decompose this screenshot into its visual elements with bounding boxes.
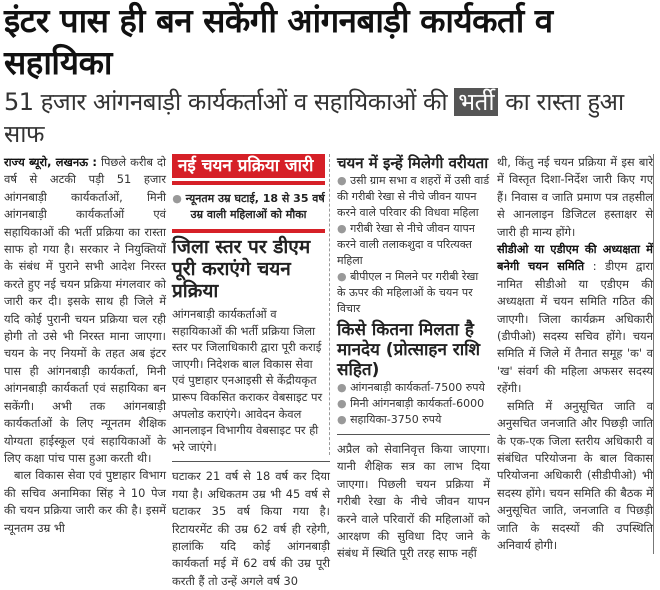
priority-item (337, 269, 490, 317)
divider (172, 181, 325, 185)
article-column-2 (168, 154, 334, 590)
article-column-1 (4, 154, 168, 537)
paragraph-text: पिछले करीब दो वर्ष से अटकी पड़ी 51 हजार आंगनबाड़ी कार्यकर्ताओं, मिनी आंगनबाड़ी कार्यकर्ताओं एवं सहायिकाओं की भर्ती प्रक्रिया का रास्ता साफ हो गया है। सरकार ने नियुक्तियों के संबंध में पुराने सभी आदेश निरस्त करते हुए नई चयन प्रक्रिया मंगलवार को जारी कर दी। इसके साथ ही जिले में यदि कोई पुरानी चयन प्रक्रिया चल रही होगी तो उसे भी निरस्त माना जाएगा। चयन के नए नियमों के तहत अब इंटर पास ही आंगनबाड़ी कार्यकर्ता, मिनी आंगनबाड़ी कार्यकर्ता एवं सहायिका बन सकेंगी। अभी तक आंगनबाड़ी कार्यकर्ताओं के लिए न्यूनतम शैक्षिक योग्यता हाईस्कूल एवं सहायिकाओं के लिए कक्षा पांच पास हुआ करती थी। (4, 155, 167, 465)
item-text: मिनी आंगनबाड़ी कार्यकर्ता-6000 (350, 397, 485, 410)
lead-paragraph (4, 154, 166, 467)
bullet-icon: ● (337, 381, 351, 394)
item-text: आंगनबाड़ी कार्यकर्ता-7500 रुपये (350, 381, 485, 394)
honorarium-item (337, 412, 490, 428)
bullet-icon: ● (337, 270, 351, 283)
paragraph: थी, किंतु नई चयन प्रक्रिया में इस बारे में विस्तृत दिशा-निर्देश जारी किए गए हैं। निवास व जाति प्रमाण पत्र तहसील से आनलाइन डिजिटल हस्ताक्षर से जारी ही मान्य होंगे। (497, 155, 653, 239)
sidebar-box (172, 154, 330, 455)
paragraph: बाल विकास सेवा एवं पुष्टाहार विभाग की सचिव अनामिका सिंह ने 10 पेज की चयन प्रक्रिया जारी कर की है। इसमें न्यूनतम उम्र भी (4, 468, 166, 535)
paragraph: अप्रैल को सेवानिवृत्त किया जाएगा। यानी शैक्षिक सत्र का लाभ दिया जाएगा। पिछली चयन प्रक्रिया में गरीबी रेखा के नीचे जीवन यापन करने वाले परिवारों की महिलाओं को आरक्षण की सुविधा दिए जाने के संबंध में स्थिति पूरी तरह साफ नहीं (337, 442, 490, 561)
paragraph: घटाकर 21 वर्ष से 18 वर्ष कर दिया गया है। अधिकतम उम्र भी 45 वर्ष से घटाकर 35 वर्ष किया गया है। रिटायरमेंट की उम्र 62 वर्ष ही रहेगी, हालांकि यदि कोई आंगनबाड़ी कार्यकर्ता मई में 62 वर्ष की उम्र पूरी करती हैं तो उन्हें अगले वर्ष 30 (172, 469, 330, 588)
highlight-bullet (172, 188, 325, 226)
priority-item (337, 221, 490, 269)
item-text: सहायिका-3750 रुपये (350, 413, 442, 426)
bullet-icon: ● (172, 192, 186, 205)
divider (172, 461, 330, 462)
priority-box (337, 154, 490, 428)
priority-heading: चयन में इन्हें मिलेगी वरीयता (337, 154, 489, 172)
subheadline-text: 51 हजार आंगनबाड़ी कार्यकर्ताओं व सहायिकाओं की (4, 88, 448, 116)
article-column-4 (494, 154, 654, 554)
divider (172, 229, 325, 233)
sidebar-subhead: जिला स्तर पर डीएम पूरी कराएंगे चयन प्रक्रिया (172, 236, 311, 302)
dateline: राज्य ब्यूरो, लखनऊ : (4, 155, 97, 169)
item-text: बीपीएल न मिलने पर गरीबी रेखा के ऊपर की महिलाओं के चयन पर विचार (337, 270, 479, 315)
paragraph: समिति में अनुसूचित जाति व अनुसचित जनजाति और पिछड़ी जाति के एक-एक जिला स्तरीय अधिकारी व संबंधित परियोजना के बाल विकास परियोजना अधिकारी (सीडीपीओ) भी सदस्य होंगे। चयन समिति की बैठक में अनुसूचित जाति, जनजाति व पिछड़ी जाति के सदस्यों की उपस्थिति अनिवार्य होगी। (497, 398, 653, 552)
subheadline-highlight: भर्ती (454, 88, 498, 116)
honorarium-item (337, 396, 490, 412)
article-column-3 (334, 154, 494, 563)
bullet-icon: ● (337, 413, 351, 426)
bullet-text: न्यूनतम उम्र घटाई, 18 से 35 वर्ष उम्र वाली महिलाओं को मौका (185, 192, 325, 221)
priority-item (337, 173, 490, 221)
paragraph (497, 241, 653, 398)
divider (337, 434, 490, 435)
header (0, 0, 660, 150)
section-banner: नई चयन प्रक्रिया जारी (172, 154, 325, 178)
subheadline (4, 86, 656, 150)
honorarium-item (337, 380, 490, 396)
bullet-icon: ● (337, 222, 351, 235)
bold-subhead: सीडीओ या एडीएम की अध्यक्षता में बनेगी चयन समिति (497, 242, 653, 274)
item-text: गरीबी रेखा से नीचे जीवन यापन करने वाली तलाकशुदा व परित्यक्त महिला (337, 222, 475, 267)
paragraph-text: : डीएम द्वारा नामित सीडीओ या एडीएम की अध्यक्षता में चयन समिति गठित की जाएगी। जिला कार्यक्रम अधिकारी (डीपीओ) सदस्य सचिव होंगे। चयन समिति में जिले में तैनात समूह 'क' व 'ख' संवर्ग की महिला अफसर सदस्य रहेंगी। (497, 259, 653, 396)
bullet-icon: ● (337, 174, 351, 187)
headline: इंटर पास ही बन सकेंगी आंगनबाड़ी कार्यकर्ता व सहायिका (4, 1, 553, 82)
sidebar-text: आंगनबाड़ी कार्यकर्ताओं व सहायिकाओं की भर्ती प्रक्रिया जिला स्तर पर जिलाधिकारी द्वारा पूरी कराई जाएगी। निदेशक बाल विकास सेवा एवं पुष्टाहार एनआइसी से केंद्रीयकृत प्रारूप विकसित कराकर वेबसाइट पर अपलोड कराएंगे। आवेदन केवल आनलाइन विभागीय वेबसाइट पर ही भरे जाएंगे। (172, 307, 323, 454)
subheadline-text-end: का रास्ता हुआ साफ (4, 88, 624, 148)
article-body (0, 150, 660, 590)
honorarium-heading: किसे कितना मिलता है मानदेय (प्रोत्साहन राशि सहित) (337, 320, 481, 380)
bullet-icon: ● (337, 397, 351, 410)
item-text: उसी ग्राम सभा व शहरों में उसी वार्ड की गरीबी रेखा से नीचे जीवन यापन करने वाले परिवार की विधवा महिला (337, 174, 490, 219)
